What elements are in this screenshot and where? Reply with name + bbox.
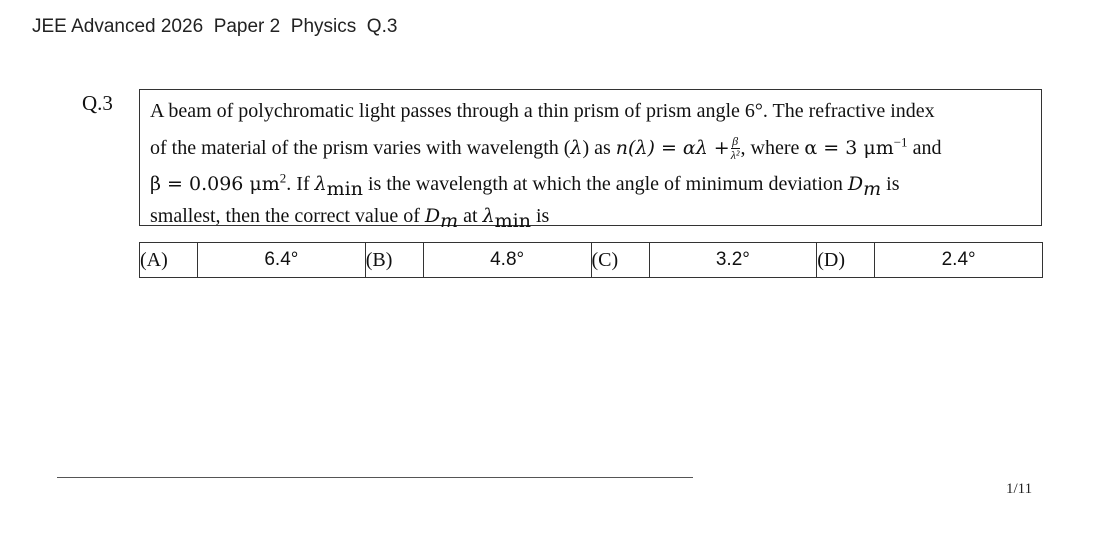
question-line-4 — [150, 202, 1031, 230]
dm-subscript: m — [863, 178, 882, 200]
alpha-unit-exponent: −1 — [893, 134, 908, 150]
text-segment: ) as — [582, 137, 616, 159]
beta-over-lambda-squared-fraction — [731, 135, 740, 162]
lambda-min-subscript: min — [326, 178, 363, 200]
question-line-3 — [150, 167, 1031, 202]
option-c-label[interactable]: (C) — [591, 243, 649, 278]
option-a-value[interactable]: 6.4° — [198, 243, 366, 278]
option-a-label[interactable]: (A) — [140, 243, 198, 278]
option-d-value[interactable]: 2.4° — [875, 243, 1043, 278]
beta-unit-exponent: 2 — [279, 170, 287, 186]
dm-symbol: D — [424, 205, 441, 227]
text-segment: , where — [740, 137, 805, 159]
question-box — [139, 89, 1042, 232]
text-segment: is — [881, 173, 900, 195]
refractive-index-formula: n(λ) = αλ + — [615, 137, 730, 159]
option-d-label[interactable]: (D) — [817, 243, 875, 278]
option-c-value[interactable]: 3.2° — [649, 243, 817, 278]
lambda-min-symbol: λ — [314, 173, 327, 195]
alpha-value: α = 3 μm — [804, 137, 894, 159]
lambda-min-subscript: min — [494, 210, 531, 232]
option-b-label[interactable]: (B) — [365, 243, 423, 278]
question-number: Q.3 — [82, 91, 113, 115]
text-segment: . If — [286, 173, 315, 195]
text-segment: at — [458, 205, 483, 227]
lambda-min-symbol: λ — [482, 205, 495, 227]
dm-subscript: m — [440, 210, 459, 232]
beta-value: β = 0.096 μm — [150, 173, 280, 195]
text-segment: smallest, then the correct value of — [150, 205, 425, 227]
question-line-1: A beam of polychromatic light passes through a thin prism of prism angle 6°. The refractive index — [150, 100, 935, 122]
option-b-value[interactable]: 4.8° — [423, 243, 591, 278]
fraction-numerator: β — [732, 133, 739, 148]
footer-divider — [57, 477, 693, 478]
page-header: JEE Advanced 2026 Paper 2 Physics Q.3 — [32, 16, 398, 37]
options-table — [139, 242, 1043, 278]
options-row — [140, 243, 1043, 278]
fraction-denominator: λ² — [730, 147, 740, 162]
page-number: 1/11 — [1006, 481, 1033, 497]
text-segment: and — [907, 137, 942, 159]
text-segment: of the material of the prism varies with wavelength ( — [150, 137, 571, 159]
dm-symbol: D — [847, 173, 864, 195]
lambda-symbol: λ — [570, 137, 583, 159]
text-segment: is — [531, 205, 550, 227]
question-line-2 — [150, 129, 1031, 167]
text-segment: is the wavelength at which the angle of minimum deviation — [363, 173, 848, 195]
